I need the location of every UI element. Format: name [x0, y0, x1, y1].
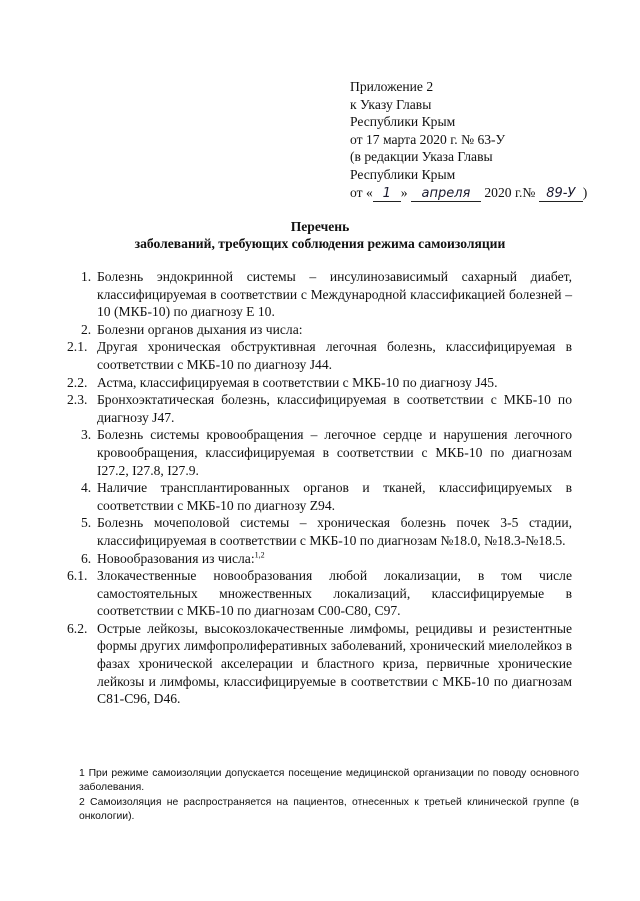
- list-item-text: Наличие трансплантированных органов и тканей, классифицируемых в соответствии с МКБ-10 по диагнозу Z94.: [97, 480, 572, 513]
- list-item-number: 6.1.: [67, 568, 88, 584]
- list-item: [79, 550, 572, 568]
- list-item: [79, 479, 572, 514]
- list-item-text: Новообразования из числа:$^{1,2}$: [97, 549, 265, 566]
- header-line: (в редакции Указа Главы: [350, 149, 493, 165]
- list-item-number: 1.: [81, 269, 92, 284]
- appendix-header: [350, 78, 610, 202]
- list-item-text: Болезнь системы кровообращения – легочное сердце и нарушения легочного кровообращения, классифицируемая в соответствии с МКБ-10 по диагнозам I27.2, I27.8, I27.9.: [97, 427, 572, 478]
- list-item-number: 2.3.: [67, 392, 88, 408]
- list-item-text: Бронхоэктатическая болезнь, классифицируемая в соответствии с МКБ-10 по диагнозу J47.: [97, 392, 572, 425]
- list-item: [67, 338, 572, 373]
- list-item-number: 4.: [81, 480, 92, 496]
- list-item-text: Болезнь мочеполовой системы – хроническая болезнь почек 3-5 стадии, классифицируемая в соответствии с МКБ-10 по диагнозам №18.0, №18.3-№18.5.: [97, 515, 572, 548]
- date-suffix: ): [582, 184, 588, 200]
- date-number-field: [539, 186, 583, 202]
- header-date-line: [350, 184, 610, 202]
- list-item-number: 6.: [81, 550, 92, 566]
- list-item-text: Другая хроническая обструктивная легочная болезнь, классифицируемая в соответствии с МКБ-10 по диагнозу J44.: [97, 339, 572, 372]
- header-line: Республики Крым: [350, 166, 456, 182]
- date-month-field: [411, 186, 481, 202]
- list-item-text: Острые лейкозы, высокозлокачественные лимфомы, рецидивы и резистентные формы других лимфопролиферативных заболеваний, хронический миелолейкоз в фазах хронической акселерации и бластного криза, первичные хронические лейкозы и лимфомы, классифицируемые в соответствии с МКБ-10 по диагнозам С81-С96, D46.: [97, 620, 572, 707]
- list-item-number: 6.2.: [67, 620, 88, 636]
- list-item-text: Астма, классифицируемая в соответствии с МКБ-10 по диагнозу J45.: [97, 374, 498, 390]
- date-mid: »: [400, 184, 408, 200]
- header-line: к Указу Главы: [350, 96, 432, 112]
- footnote-2: 2 Самоизоляция не распространяется на пациентов, отнесенных к третьей клинической группе (в онкологии).: [79, 797, 579, 822]
- list-item-text: Болезнь эндокринной системы – инсулинозависимый сахарный диабет, классифицируемая в соответствии с Международной классификацией болезней – 10 (МКБ-10) по диагнозу Е 10.: [97, 269, 572, 320]
- list-item-number: 2.1.: [67, 339, 88, 355]
- list-item: [79, 268, 572, 321]
- disease-list: [67, 268, 572, 708]
- list-item-number: 2.: [81, 321, 92, 337]
- list-item-text: Болезни органов дыхания из числа:: [97, 321, 303, 337]
- list-item-text: Злокачественные новообразования любой локализации, в том числе самостоятельных множественных локализаций, классифицируемые в соответствии с МКБ-10 по диагнозам С00-С80, С97.: [97, 568, 572, 619]
- date-day-handwritten: 1: [382, 185, 391, 201]
- date-day-field: [373, 186, 401, 202]
- list-item-number: 3.: [81, 427, 92, 443]
- footnote-reference: 1,2: [254, 549, 265, 559]
- list-item: [67, 620, 572, 708]
- date-prefix: от «: [350, 184, 373, 200]
- document-title: Перечень: [290, 219, 350, 234]
- date-year: 2020 г.№: [484, 184, 536, 200]
- date-number-handwritten: 89-У: [546, 185, 576, 201]
- list-item-number: 5.: [81, 515, 92, 531]
- footnote-1: 1 При режиме самоизоляции допускается посещение медицинской организации по поводу основного заболевания.: [79, 768, 579, 793]
- list-item: [79, 321, 572, 339]
- date-month-handwritten: апреля: [421, 185, 471, 201]
- header-line: Республики Крым: [350, 114, 456, 130]
- list-item: [79, 426, 572, 479]
- list-item: [79, 514, 572, 549]
- list-item: [67, 374, 572, 392]
- list-item-number: 2.2.: [67, 374, 88, 390]
- document-subtitle: заболеваний, требующих соблюдения режима самоизоляции: [134, 236, 506, 251]
- header-line: от 17 марта 2020 г. № 63-У: [350, 131, 506, 147]
- list-item: [67, 391, 572, 426]
- list-item: [67, 567, 572, 620]
- header-line: Приложение 2: [350, 79, 434, 94]
